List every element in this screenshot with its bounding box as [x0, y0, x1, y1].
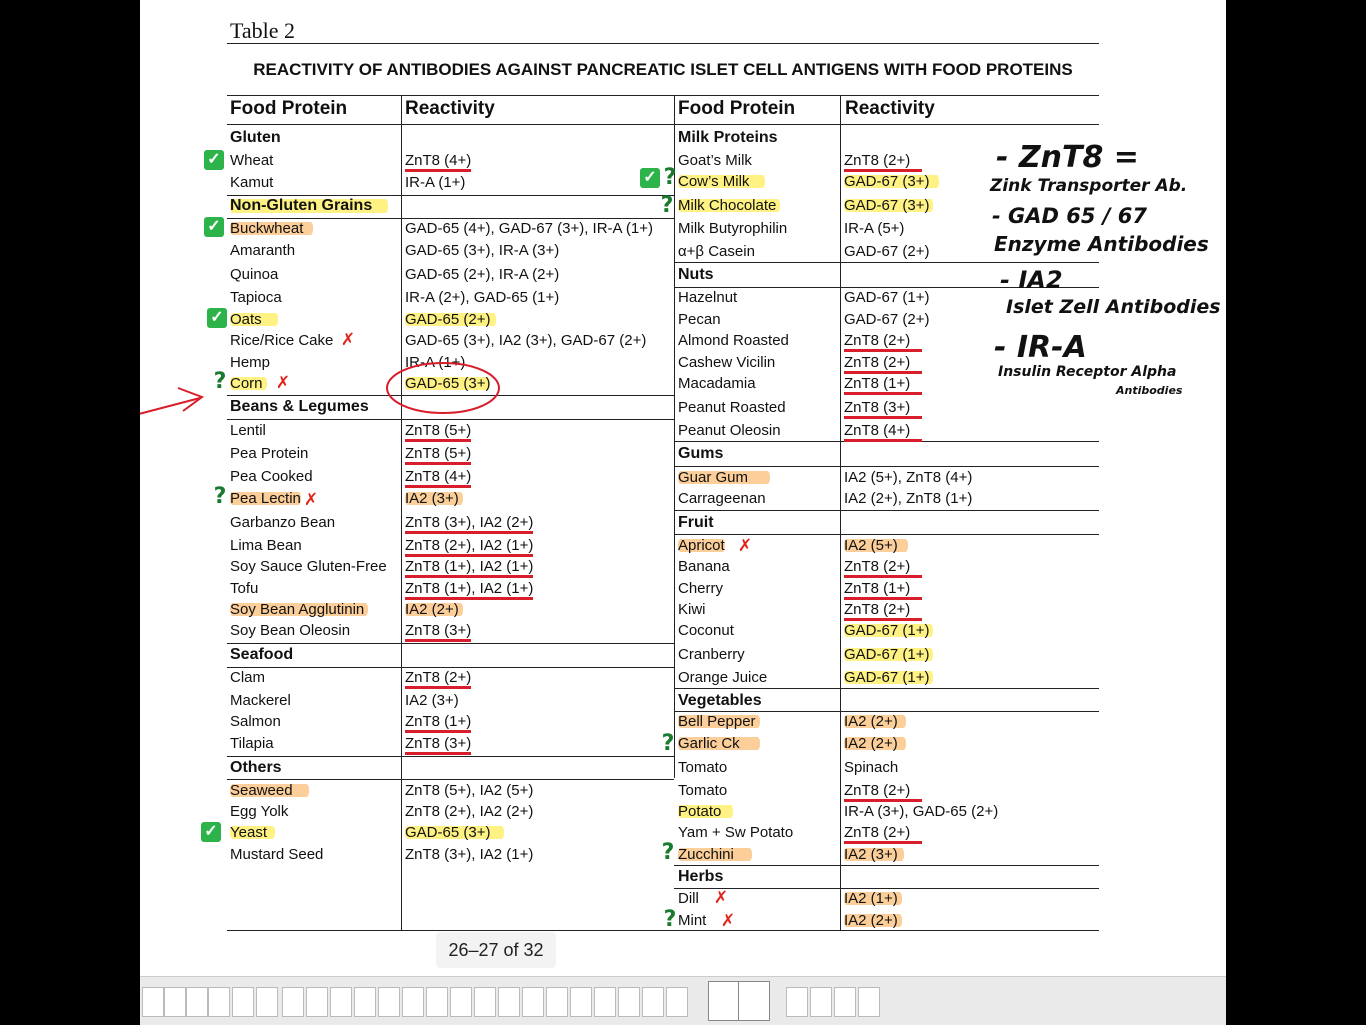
note-gad: - GAD 65 / 67 [992, 204, 1147, 228]
note-zink-transporter: Zink Transporter Ab. [990, 176, 1188, 196]
page-thumbnail[interactable] [426, 987, 448, 1017]
page-thumbnail-strip[interactable] [140, 976, 1226, 1025]
section-seafood: Seafood [230, 646, 294, 663]
reactivity-mackerel: IA2 (3+) [405, 692, 459, 709]
reactivity-carrageenan: IA2 (2+), ZnT8 (1+) [844, 490, 973, 507]
food-kiwi: Kiwi [678, 601, 706, 618]
cross-mark-icon: ✗ [303, 490, 319, 510]
reactivity-zucchini: IA2 (3+) [844, 846, 904, 863]
reactivity-hemp: IR-A (1+) [405, 354, 466, 371]
reactivity-dill: IA2 (1+) [844, 890, 902, 907]
food-mint: Mint [678, 912, 707, 929]
food-soy-sauce: Soy Sauce Gluten-Free [230, 558, 387, 575]
circle-annotation [387, 363, 499, 413]
food-banana: Banana [678, 558, 730, 575]
food-garlic-ck: Garlic Ck [678, 735, 760, 752]
reactivity-mint: IA2 (2+) [844, 912, 902, 929]
food-apricot: Apricot [678, 537, 725, 554]
section-herbs: Herbs [678, 868, 724, 885]
reactivity-tapioca: IR-A (2+), GAD-65 (1+) [405, 289, 560, 306]
reactivity-apricot: IA2 (5+) [844, 537, 908, 554]
food-tomato-1: Tomato [678, 759, 728, 776]
table-caption: Table 2 [230, 18, 296, 43]
food-egg-yolk: Egg Yolk [230, 803, 289, 820]
food-lentil: Lentil [230, 422, 266, 439]
page-thumbnail[interactable] [354, 987, 376, 1017]
reactivity-wheat: ZnT8 (4+) [405, 152, 471, 172]
food-corn: Corn [230, 375, 267, 392]
food-yam-sw-potato: Yam + Sw Potato [678, 824, 794, 841]
cross-mark-icon: ✗ [713, 888, 729, 908]
reactivity-tilapia: ZnT8 (3+) [405, 735, 471, 755]
reactivity-amaranth: GAD-65 (3+), IR-A (3+) [405, 242, 560, 259]
reactivity-garlic-ck: IA2 (2+) [844, 735, 906, 752]
reactivity-milk-chocolate: GAD-67 (3+) [844, 197, 933, 214]
page-thumbnail[interactable] [402, 987, 424, 1017]
page-thumbnail[interactable] [522, 987, 544, 1017]
question-mark-icon: ? [663, 907, 677, 932]
reactivity-buckwheat: GAD-65 (4+), GAD-67 (3+), IR-A (1+) [405, 220, 653, 237]
checkmark-icon: ✓ [204, 217, 224, 237]
section-others: Others [230, 759, 282, 776]
page-thumbnail[interactable] [618, 987, 640, 1017]
reactivity-corn: GAD-65 (3+) [405, 375, 491, 392]
reactivity-seaweed: ZnT8 (5+), IA2 (5+) [405, 782, 534, 799]
checkmark-icon: ✓ [204, 150, 224, 170]
food-carrageenan: Carrageenan [678, 490, 766, 507]
food-cherry: Cherry [678, 580, 724, 597]
handwritten-notes [990, 140, 1230, 410]
food-cows-milk: Cow’s Milk [678, 173, 765, 190]
cross-mark-icon: ✗ [720, 911, 736, 931]
reactivity-tofu: ZnT8 (1+), IA2 (1+) [405, 580, 533, 600]
document-page [140, 0, 1226, 1024]
reactivity-cherry: ZnT8 (1+) [844, 580, 922, 600]
food-milk-chocolate: Milk Chocolate [678, 197, 780, 214]
page-thumbnail[interactable] [232, 987, 254, 1017]
food-zucchini: Zucchini [678, 846, 752, 863]
reactivity-garbanzo-bean: ZnT8 (3+), IA2 (2+) [405, 514, 533, 534]
reactivity-lima-bean: ZnT8 (2+), IA2 (1+) [405, 537, 533, 557]
food-hazelnut: Hazelnut [678, 289, 738, 306]
food-clam: Clam [230, 669, 266, 686]
note-znt8: - ZnT8 = [996, 140, 1139, 175]
page-thumbnail[interactable] [642, 987, 664, 1017]
reactivity-guar-gum: IA2 (5+), ZnT8 (4+) [844, 469, 973, 486]
reactivity-coconut: GAD-67 (1+) [844, 622, 933, 639]
reactivity-soy-bean-oleosin: ZnT8 (3+) [405, 622, 471, 642]
section-fruit: Fruit [678, 514, 714, 531]
page-indicator: 26–27 of 32 [436, 932, 556, 968]
reactivity-pea-cooked: ZnT8 (4+) [405, 468, 471, 488]
checkmark-icon: ✓ [640, 168, 660, 188]
reactivity-almond-roasted: ZnT8 (2+) [844, 332, 922, 352]
note-enzyme-antibodies: Enzyme Antibodies [994, 232, 1209, 256]
section-beans-legumes: Beans & Legumes [230, 398, 369, 415]
reactivity-kamut: IR-A (1+) [405, 174, 466, 191]
food-mackerel: Mackerel [230, 692, 291, 709]
reactivity-rice-cake: GAD-65 (3+), IA2 (3+), GAD-67 (2+) [405, 332, 647, 349]
reactivity-yam-sw-potato: ZnT8 (2+) [844, 824, 922, 844]
cross-mark-icon: ✗ [340, 330, 356, 350]
reactivity-clam: ZnT8 (2+) [405, 669, 471, 689]
page-thumbnail[interactable] [142, 987, 164, 1017]
food-guar-gum: Guar Gum [678, 469, 770, 486]
reactivity-mustard-seed: ZnT8 (3+), IA2 (1+) [405, 846, 534, 863]
page-thumbnail[interactable] [378, 987, 400, 1017]
page-thumbnail[interactable] [498, 987, 520, 1017]
section-vegetables: Vegetables [678, 692, 762, 709]
checkmark-icon: ✓ [207, 308, 227, 328]
reactivity-goats-milk: ZnT8 (2+) [844, 152, 922, 172]
food-orange-juice: Orange Juice [678, 669, 768, 686]
food-seaweed: Seaweed [230, 782, 309, 799]
food-tilapia: Tilapia [230, 735, 274, 752]
arrow-head [178, 388, 202, 411]
food-soy-bean-oleosin: Soy Bean Oleosin [230, 622, 351, 639]
food-pecan: Pecan [678, 311, 721, 328]
page-thumbnail[interactable] [164, 987, 186, 1017]
header-food-protein-left: Food Protein [230, 98, 348, 119]
reactivity-yeast: GAD-65 (3+) [405, 824, 504, 841]
food-tomato-2: Tomato [678, 782, 728, 799]
page-thumbnail[interactable] [834, 987, 856, 1017]
reactivity-cashew-vicilin: ZnT8 (2+) [844, 354, 922, 374]
food-pea-lectin: Pea Lectin [230, 490, 301, 507]
cross-mark-icon: ✗ [275, 373, 291, 393]
reactivity-cows-milk: GAD-67 (3+) [844, 173, 939, 190]
food-peanut-roasted: Peanut Roasted [678, 399, 786, 416]
food-kamut: Kamut [230, 174, 274, 191]
food-wheat: Wheat [230, 152, 274, 169]
reactivity-orange-juice: GAD-67 (1+) [844, 669, 933, 686]
food-dill: Dill [678, 890, 699, 907]
question-mark-icon: ? [213, 484, 227, 509]
reactivity-oats: GAD-65 (2+) [405, 311, 496, 328]
reactivity-tomato-2: ZnT8 (2+) [844, 782, 922, 802]
page-thumbnail-current[interactable] [738, 981, 770, 1021]
reactivity-peanut-roasted: ZnT8 (3+) [844, 399, 922, 419]
food-goats-milk: Goat’s Milk [678, 152, 752, 169]
note-insulin-receptor: Insulin Receptor Alpha [998, 364, 1177, 380]
reactivity-bell-pepper: IA2 (2+) [844, 713, 906, 730]
food-salmon: Salmon [230, 713, 281, 730]
reactivity-quinoa: GAD-65 (2+), IR-A (2+) [405, 266, 560, 283]
food-soy-bean-agglutinin: Soy Bean Agglutinin [230, 601, 368, 618]
food-peanut-oleosin: Peanut Oleosin [678, 422, 781, 439]
food-pea-cooked: Pea Cooked [230, 468, 313, 485]
page-thumbnail[interactable] [858, 987, 880, 1017]
checkmark-icon: ✓ [201, 822, 221, 842]
food-macadamia: Macadamia [678, 375, 756, 392]
food-tapioca: Tapioca [230, 289, 282, 306]
page-thumbnail[interactable] [546, 987, 568, 1017]
food-cranberry: Cranberry [678, 646, 745, 663]
food-coconut: Coconut [678, 622, 734, 639]
page-thumbnail[interactable] [186, 987, 208, 1017]
reactivity-kiwi: ZnT8 (2+) [844, 601, 922, 621]
header-reactivity-right: Reactivity [845, 98, 935, 119]
reactivity-tomato-1: Spinach [844, 759, 899, 776]
note-islet-zell: Islet Zell Antibodies [1006, 296, 1221, 318]
note-ia2: - IA2 [1000, 266, 1063, 294]
page-thumbnail[interactable] [666, 987, 688, 1017]
section-gluten: Gluten [230, 129, 281, 146]
arrow-shaft [140, 398, 200, 432]
food-almond-roasted: Almond Roasted [678, 332, 789, 349]
section-milk-proteins: Milk Proteins [678, 129, 778, 146]
question-mark-icon: ? [660, 193, 674, 218]
food-amaranth: Amaranth [230, 242, 296, 259]
reactivity-soy-sauce: ZnT8 (1+), IA2 (1+) [405, 558, 533, 578]
reactivity-egg-yolk: ZnT8 (2+), IA2 (2+) [405, 803, 534, 820]
page-thumbnail[interactable] [594, 987, 616, 1017]
page-thumbnail[interactable] [330, 987, 352, 1017]
page-thumbnail[interactable] [474, 987, 496, 1017]
section-nuts: Nuts [678, 266, 714, 283]
reactivity-peanut-oleosin: ZnT8 (4+) [844, 422, 922, 442]
page-thumbnail[interactable] [810, 987, 832, 1017]
page-thumbnail[interactable] [570, 987, 592, 1017]
food-cashew-vicilin: Cashew Vicilin [678, 354, 776, 371]
table-title: REACTIVITY OF ANTIBODIES AGAINST PANCREATIC ISLET CELL ANTIGENS WITH FOOD PROTEINS [253, 60, 1073, 79]
food-tofu: Tofu [230, 580, 259, 597]
food-garbanzo-bean: Garbanzo Bean [230, 514, 336, 531]
question-mark-icon: ? [661, 731, 675, 756]
reactivity-milk-butyrophilin: IR-A (5+) [844, 220, 905, 237]
header-food-protein-right: Food Protein [678, 98, 796, 119]
food-yeast: Yeast [230, 824, 275, 841]
food-lima-bean: Lima Bean [230, 537, 302, 554]
reactivity-hazelnut: GAD-67 (1+) [844, 289, 930, 306]
page-thumbnail[interactable] [282, 987, 304, 1017]
section-gums: Gums [678, 445, 724, 462]
cross-mark-icon: ✗ [737, 536, 753, 556]
page-thumbnail-current[interactable] [708, 981, 740, 1021]
reactivity-banana: ZnT8 (2+) [844, 558, 922, 578]
food-pea-protein: Pea Protein [230, 445, 309, 462]
question-mark-icon: ? [661, 840, 675, 865]
reactivity-salmon: ZnT8 (1+) [405, 713, 471, 733]
page-thumbnail[interactable] [786, 987, 808, 1017]
question-mark-icon: ? [213, 369, 227, 394]
page-thumbnail[interactable] [450, 987, 472, 1017]
page-thumbnail[interactable] [256, 987, 278, 1017]
note-antibodies: Antibodies [1116, 384, 1183, 397]
note-ir-a: - IR-A [994, 330, 1087, 365]
food-milk-butyrophilin: Milk Butyrophilin [678, 220, 788, 237]
food-rice-cake: Rice/Rice Cake [230, 332, 334, 349]
food-casein: α+β Casein [678, 243, 755, 260]
page-thumbnail[interactable] [306, 987, 328, 1017]
reactivity-pea-lectin: IA2 (3+) [405, 490, 463, 507]
food-buckwheat: Buckwheat [230, 220, 313, 237]
reactivity-casein: GAD-67 (2+) [844, 243, 930, 260]
reactivity-macadamia: ZnT8 (1+) [844, 375, 922, 395]
reactivity-lentil: ZnT8 (5+) [405, 422, 471, 442]
food-bell-pepper: Bell Pepper [678, 713, 760, 730]
section-non-gluten-grains: Non-Gluten Grains [230, 197, 388, 215]
food-quinoa: Quinoa [230, 266, 279, 283]
food-oats: Oats [230, 311, 278, 328]
food-mustard-seed: Mustard Seed [230, 846, 324, 863]
food-potato: Potato [678, 803, 733, 820]
reactivity-potato: IR-A (3+), GAD-65 (2+) [844, 803, 999, 820]
reactivity-soy-bean-agglutinin: IA2 (2+) [405, 601, 463, 618]
question-mark-icon: ? [663, 165, 677, 190]
reactivity-cranberry: GAD-67 (1+) [844, 646, 933, 663]
page-thumbnail[interactable] [208, 987, 230, 1017]
header-reactivity-left: Reactivity [405, 98, 495, 119]
food-hemp: Hemp [230, 354, 271, 371]
reactivity-pecan: GAD-67 (2+) [844, 311, 930, 328]
reactivity-pea-protein: ZnT8 (5+) [405, 445, 471, 465]
